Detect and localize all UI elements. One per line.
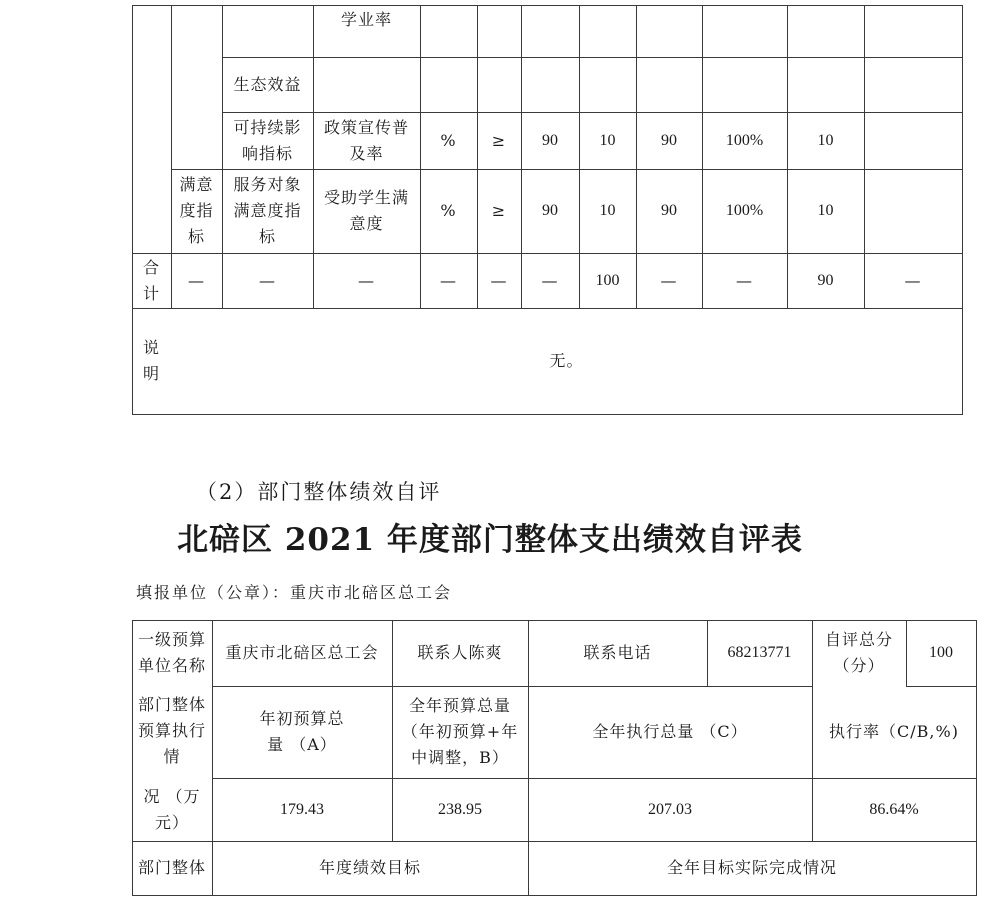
budget-execution-label-cont: 况 （万 元） xyxy=(143,786,201,832)
unit-name-label: 一级预算 单位名称 xyxy=(137,630,206,675)
primary-indicator-cell: 满意 度指 标 xyxy=(179,175,214,246)
secondary-indicator-cell: 服务对象 满意度指 标 xyxy=(233,175,302,246)
dash-cell: — xyxy=(736,270,753,290)
weight-cell: 10 xyxy=(599,202,616,219)
section-heading: （2）部门整体绩效自评 xyxy=(196,480,442,504)
indicator-name-cell: 学业率 xyxy=(340,10,392,29)
dash-cell: — xyxy=(259,270,276,290)
self-score-cell: 10 xyxy=(817,131,834,149)
operator-cell: ≥ xyxy=(491,130,507,150)
indicator-name-cell: 政策宣传普 及率 xyxy=(323,117,409,163)
initial-budget-value: 179.43 xyxy=(280,800,324,818)
budget-execution-label: 部门整体 预算执行 情 xyxy=(137,695,206,766)
phone-value: 68213771 xyxy=(727,644,792,661)
indicator-name-cell: 受助学生满 意度 xyxy=(323,188,409,233)
secondary-indicator-cell: 可持续影 响指标 xyxy=(233,117,302,163)
total-score-value: 100 xyxy=(929,644,953,661)
note-label: 说 明 xyxy=(142,338,160,383)
filler-unit-line: 填报单位（公章）：重庆市北碚区总工会 xyxy=(136,583,453,602)
execution-rate-header: 执行率（C/B,%) xyxy=(829,722,959,741)
dash-cell: — xyxy=(660,270,678,290)
total-score-label: 自评总分 （分） xyxy=(824,630,893,675)
self-score-cell: 10 xyxy=(817,202,834,219)
unit-cell: % xyxy=(440,130,457,150)
unit-cell: % xyxy=(440,201,457,220)
dash-cell: — xyxy=(440,270,457,290)
annual-goal-header: 年度绩效目标 xyxy=(318,858,421,877)
goal-completion-header: 全年目标实际完成情况 xyxy=(666,858,837,877)
dash-cell: — xyxy=(188,270,205,290)
unit-name-value: 重庆市北碚区总工会 xyxy=(225,643,379,662)
target-value-cell: 90 xyxy=(542,131,558,149)
dash-cell: — xyxy=(490,270,508,290)
annual-execution-header: 全年执行总量 （C） xyxy=(592,722,748,741)
secondary-indicator-cell: 生态效益 xyxy=(233,74,302,94)
completion-rate-cell: 100% xyxy=(725,202,764,219)
contact-cell xyxy=(392,620,528,686)
operator-cell: ≥ xyxy=(491,201,507,220)
actual-value-cell: 90 xyxy=(661,202,677,219)
total-label: 合 计 xyxy=(142,257,160,303)
document-title: 北碚区 2021 年度部门整体支出绩效自评表 xyxy=(177,522,803,558)
completion-rate-cell: 100% xyxy=(725,131,764,149)
dash-cell: — xyxy=(904,270,922,290)
dash-cell: — xyxy=(541,270,559,290)
total-weight-cell: 100 xyxy=(595,271,620,289)
annual-budget-value: 238.95 xyxy=(438,800,482,818)
initial-budget-header: 年初预算总 量 （A） xyxy=(259,709,345,754)
dash-cell: — xyxy=(358,270,375,290)
target-value-cell: 90 xyxy=(542,202,558,219)
contact-value: 陈爽 xyxy=(468,643,503,662)
total-self-score-cell: 90 xyxy=(817,271,834,289)
weight-cell: 10 xyxy=(599,131,616,149)
annual-budget-header: 全年预算总量 （年初预算+年 中调整，B） xyxy=(401,696,519,767)
contact-label: 联系人 xyxy=(417,643,469,662)
annual-execution-value: 207.03 xyxy=(648,800,692,818)
actual-value-cell: 90 xyxy=(661,131,677,149)
note-text: 无。 xyxy=(549,351,584,370)
execution-rate-value: 86.64% xyxy=(869,800,919,818)
department-goal-label: 部门整体 xyxy=(137,858,206,877)
phone-label: 联系电话 xyxy=(583,643,652,662)
